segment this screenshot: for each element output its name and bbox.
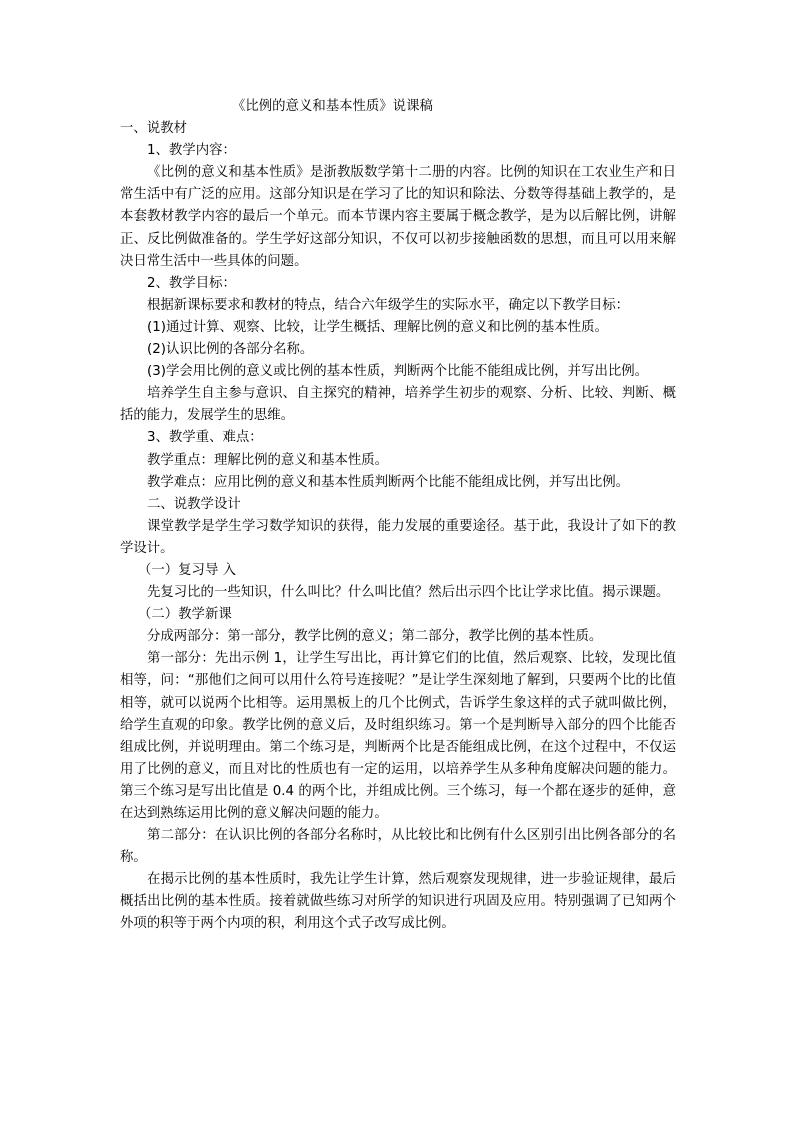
goal-item-1: (1)通过计算、观察、比较，让学生概括、理解比例的意义和比例的基本性质。 xyxy=(147,319,608,335)
subheading-key-points: 3、教学重、难点： xyxy=(147,430,263,446)
section-heading-teaching-design: 二、说教学设计 xyxy=(147,496,241,512)
paragraph-two-parts: 分成两部分：第一部分，教学比例的意义；第二部分，教学比例的基本性质。 xyxy=(147,629,603,645)
paragraph-goals-intro: 根据新课标要求和教材的特点，结合六年级学生的实际水平，确定以下教学目标： xyxy=(147,297,630,313)
document-title: 《比例的意义和基本性质》说课稿 xyxy=(232,99,433,114)
paragraph-part-two: 第二部分：在认识比例的各部分名称时，从比较比和比例有什么区别引出比例各部分的名称。 xyxy=(120,828,676,866)
subheading-review-intro: （一）复习导 入 xyxy=(138,562,236,578)
paragraph-basic-property: 在揭示比例的基本性质时，我先让学生计算，然后观察发现规律，进一步验证规律，最后概括出比例的基本性质。接着就做些练习对所学的知识进行巩固及应用。特别强调了已知两个外项的积等于两个内项的积，利用这个式子改写成比例。 xyxy=(120,872,676,932)
goal-item-3: (3)学会用比例的意义或比例的基本性质，判断两个比能不能组成比例，并写出比例。 xyxy=(147,364,649,380)
paragraph-design-intro: 课堂教学是学生学习数学知识的获得，能力发展的重要途径。基于此，我设计了如下的教学设计。 xyxy=(120,518,676,556)
paragraph-difficulty: 教学难点：应用比例的意义和基本性质判断两个比能不能组成比例，并写出比例。 xyxy=(147,474,630,490)
paragraph-ability-goals: 培养学生自主参与意识、自主探究的精神，培养学生初步的观察、分析、比较、判断、概括的能力，发展学生的思维。 xyxy=(120,386,676,424)
subheading-teaching-content: 1、教学内容： xyxy=(147,143,236,159)
section-heading-teaching-material: 一、说教材 xyxy=(120,121,187,137)
paragraph-key-point: 教学重点：理解比例的意义和基本性质。 xyxy=(147,452,389,468)
goal-item-2: (2)认识比例的各部分名称。 xyxy=(147,342,314,358)
paragraph-part-one: 第一部分：先出示例 1，让学生写出比，再计算它们的比值，然后观察、比较，发现比值相等，问：“那他们之间可以用什么符号连接呢？”是让学生深刻地了解到，只要两个比的比值相等，就可以说两个比相等。运用黑板上的几个比例式，告诉学生象这样的式子就叫做比例，给学生直观的印象。教学比例的意义后，及时组织练习。第一个是判断导入部分的四个比能否组成比例，并说明理由。第二个练习是，判断两个比是否能组成比例，在这个过程中，不仅运用了比例的意义，而且对比的性质也有一定的运用，以培养学生从多种角度解决问题的能力。第三个练习是写出比值是 0.4 的两个比，并组成比例。三个练习，每一个都在逐步的延伸，意在达到熟练运用比例的意义解决问题的能力。 xyxy=(120,651,676,821)
paragraph-teaching-content: 《比例的意义和基本性质》是浙教版数学第十二册的内容。比例的知识在工农业生产和日常生活中有广泛的应用。这部分知识是在学习了比的知识和除法、分数等得基础上教学的，是本套教材教学内容的最后一个单元。而本节课内容主要属于概念教学，是为以后解比例，讲解正、反比例做准备的。学生学好这部分知识，不仅可以初步接触函数的思想，而且可以用来解决日常生活中一些具体的问题。 xyxy=(120,165,676,269)
subheading-teaching-goals: 2、教学目标： xyxy=(147,275,236,291)
paragraph-review: 先复习比的一些知识，什么叫比？什么叫比值？然后出示四个比让学求比值。揭示课题。 xyxy=(147,585,670,601)
document-page xyxy=(120,96,676,936)
subheading-new-lesson: （二）教学新课 xyxy=(138,607,232,623)
